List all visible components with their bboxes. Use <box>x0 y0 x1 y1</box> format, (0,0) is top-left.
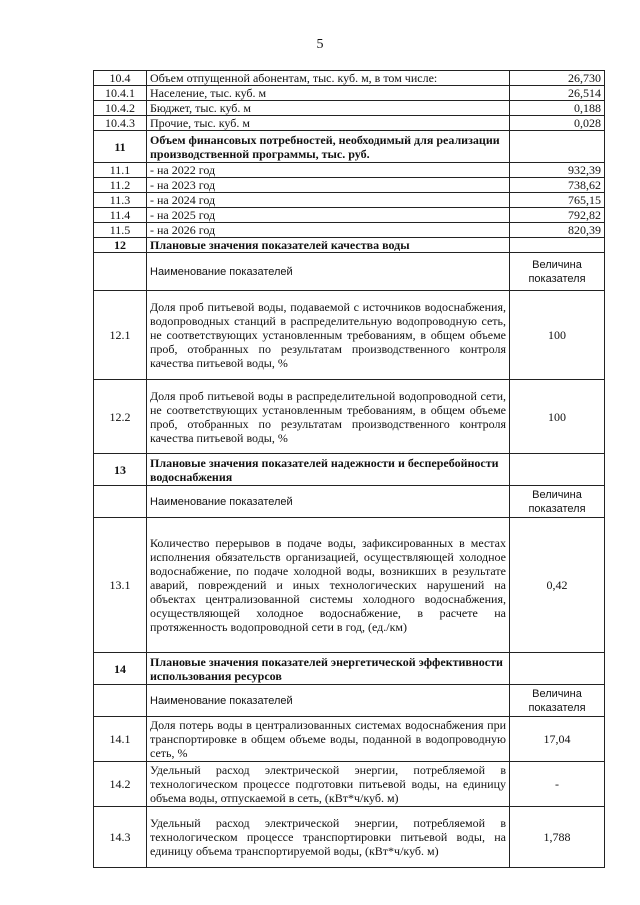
row-value: 1,788 <box>510 807 605 868</box>
table-row <box>94 518 605 653</box>
row-description: Количество перерывов в подаче воды, зафиксированных в местах исполнения обязательств организацией, осуществляющей холодное водоснабжение, по подаче холодной воды, возникших в результате аварий, повреждений и иных технологических нарушений на объектах централизованной системы холодного водоснабжения, осуществляющей холодное водоснабжение, в расчете на протяженность водопроводной сети в год, (ед./км) <box>147 518 510 653</box>
row-number: 14.3 <box>94 807 147 868</box>
row-description: Доля проб питьевой воды, подаваемой с источников водоснабжения, водопроводных станций в распределительную водопроводную сеть, не соответствующих установленным требованиям, в общем объеме проб, отобранных по результатам производственного контроля качества питьевой воды, % <box>147 291 510 380</box>
section-number: 12 <box>94 238 147 253</box>
table-row <box>94 178 605 193</box>
row-value: 738,62 <box>510 178 605 193</box>
row-value: 0,028 <box>510 116 605 131</box>
table-row <box>94 193 605 208</box>
table-row <box>94 163 605 178</box>
table-row <box>94 101 605 116</box>
section-number: 13 <box>94 454 147 486</box>
row-description: - на 2022 год <box>147 163 510 178</box>
table-row <box>94 208 605 223</box>
table-row <box>94 291 605 380</box>
row-number: 13.1 <box>94 518 147 653</box>
section-header-row <box>94 238 605 253</box>
section-title: Объем финансовых потребностей, необходимый для реализации производственной программы, тыс. руб. <box>147 131 510 163</box>
page-number: 5 <box>316 37 324 52</box>
section-header-row <box>94 131 605 163</box>
table-row <box>94 762 605 807</box>
column-header-name: Наименование показателей <box>147 253 510 291</box>
column-header-name: Наименование показателей <box>147 486 510 518</box>
section-number: 11 <box>94 131 147 163</box>
row-number: 11.3 <box>94 193 147 208</box>
row-value: 26,514 <box>510 86 605 101</box>
section-title: Плановые значения показателей качества воды <box>147 238 510 253</box>
row-value: 932,39 <box>510 163 605 178</box>
row-description: Прочие, тыс. куб. м <box>147 116 510 131</box>
row-value: 792,82 <box>510 208 605 223</box>
row-value: 820,39 <box>510 223 605 238</box>
column-header-row <box>94 486 605 518</box>
row-number: 10.4 <box>94 71 147 86</box>
row-value: 765,15 <box>510 193 605 208</box>
row-description: Удельный расход электрической энергии, потребляемой в технологическом процессе транспортировки питьевой воды, на единицу объема транспортируемой воды, (кВт*ч/куб. м) <box>147 807 510 868</box>
row-description: - на 2023 год <box>147 178 510 193</box>
section-title: Плановые значения показателей надежности и бесперебойности водоснабжения <box>147 454 510 486</box>
indicators-table <box>93 70 605 868</box>
row-number: 12.2 <box>94 380 147 454</box>
empty-cell <box>510 454 605 486</box>
empty-cell <box>510 131 605 163</box>
row-number: 10.4.2 <box>94 101 147 116</box>
row-number: 11.2 <box>94 178 147 193</box>
row-value: 17,04 <box>510 717 605 762</box>
table-row <box>94 223 605 238</box>
section-title: Плановые значения показателей энергетической эффективности использования ресурсов <box>147 653 510 685</box>
row-value: 26,730 <box>510 71 605 86</box>
section-header-row <box>94 653 605 685</box>
row-description: - на 2025 год <box>147 208 510 223</box>
column-header-name: Наименование показателей <box>147 685 510 717</box>
row-value: 0,42 <box>510 518 605 653</box>
row-description: Доля потерь воды в централизованных системах водоснабжения при транспортировке в общем объеме воды, поданной в водопроводную сеть, % <box>147 717 510 762</box>
table-row <box>94 86 605 101</box>
section-header-row <box>94 454 605 486</box>
row-number: 10.4.3 <box>94 116 147 131</box>
row-description: - на 2026 год <box>147 223 510 238</box>
row-value: - <box>510 762 605 807</box>
column-header-row <box>94 253 605 291</box>
table-row <box>94 380 605 454</box>
row-description: - на 2024 год <box>147 193 510 208</box>
row-number: 11.5 <box>94 223 147 238</box>
row-description: Объем отпущенной абонентам, тыс. куб. м, в том числе: <box>147 71 510 86</box>
row-number: 12.1 <box>94 291 147 380</box>
table-row <box>94 71 605 86</box>
table-row <box>94 717 605 762</box>
empty-cell <box>94 486 147 518</box>
row-description: Население, тыс. куб. м <box>147 86 510 101</box>
row-number: 14.1 <box>94 717 147 762</box>
row-value: 0,188 <box>510 101 605 116</box>
empty-cell <box>510 653 605 685</box>
row-number: 11.1 <box>94 163 147 178</box>
column-header-row <box>94 685 605 717</box>
row-number: 10.4.1 <box>94 86 147 101</box>
row-description: Доля проб питьевой воды в распределительной водопроводной сети, не соответствующих установленным требованиям, в общем объеме проб, отобранных по результатам производственного контроля качества питьевой воды, % <box>147 380 510 454</box>
table-row <box>94 116 605 131</box>
row-number: 14.2 <box>94 762 147 807</box>
column-header-value: Величина показателя <box>510 685 605 717</box>
row-value: 100 <box>510 291 605 380</box>
empty-cell <box>510 238 605 253</box>
row-number: 11.4 <box>94 208 147 223</box>
table-row <box>94 807 605 868</box>
section-number: 14 <box>94 653 147 685</box>
row-description: Удельный расход электрической энергии, потребляемой в технологическом процессе подготовки питьевой воды, на единицу объема воды, отпускаемой в сеть, (кВт*ч/куб. м) <box>147 762 510 807</box>
row-description: Бюджет, тыс. куб. м <box>147 101 510 116</box>
empty-cell <box>94 253 147 291</box>
column-header-value: Величина показателя <box>510 253 605 291</box>
empty-cell <box>94 685 147 717</box>
column-header-value: Величина показателя <box>510 486 605 518</box>
row-value: 100 <box>510 380 605 454</box>
